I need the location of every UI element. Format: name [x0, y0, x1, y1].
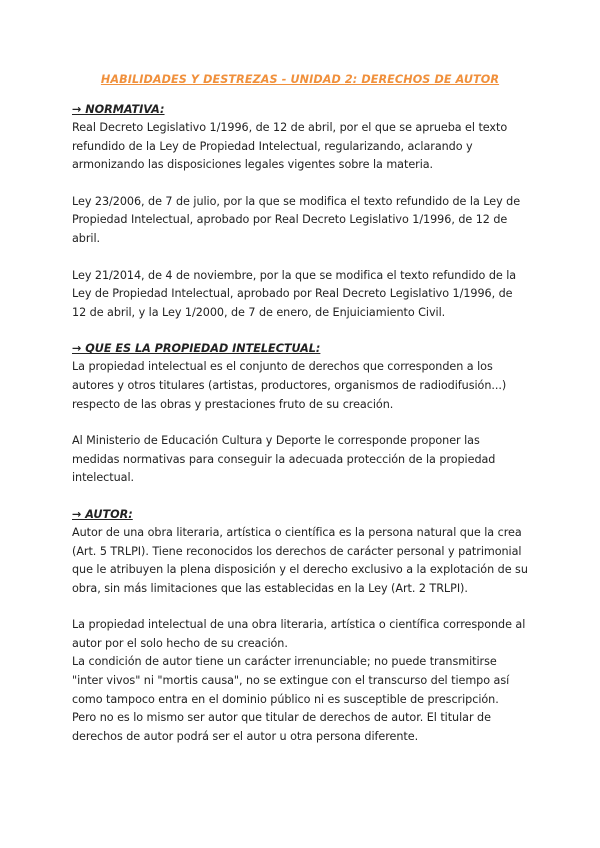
section-heading-propiedad-intelectual: → QUE ES LA PROPIEDAD INTELECTUAL:	[72, 342, 321, 356]
paragraph: Real Decreto Legislativo 1/1996, de 12 de abril, por el que se aprueba el texto refundido de la Ley de Propiedad Intelectual, regularizando, aclarando y armonizando las disposiciones legales vigentes sobre la materia.	[72, 121, 508, 172]
section-heading-autor: → AUTOR:	[72, 507, 133, 521]
section-heading-normativa: → NORMATIVA:	[72, 103, 165, 116]
document-title: HABILIDADES Y DESTREZAS - UNIDAD 2: DERECHOS DE AUTOR	[100, 73, 500, 86]
paragraph: Pero no es lo mismo ser autor que titular de derechos de autor. El titular de derechos de autor podrá ser el autor u otra persona diferente.	[72, 711, 491, 743]
paragraph: Al Ministerio de Educación Cultura y Deporte le corresponde proponer las medidas normativas para conseguir la adecuada protección de la propiedad intelectual.	[72, 434, 496, 485]
paragraph: La condición de autor tiene un carácter irrenunciable; no puede transmitirse "inter vivos" ni "mortis causa", no se extingue con el transcurso del tiempo así como tampoco entra en el dominio público ni es susceptible de prescripción.	[72, 655, 510, 706]
paragraph: Ley 21/2014, de 4 de noviembre, por la que se modifica el texto refundido de la Ley de Propiedad Intelectual, aprobado por Real Decreto Legislativo 1/1996, de 12 de abril, y la Ley 1/2000, de 7 de enero, de Enjuiciamiento Civil.	[72, 268, 517, 319]
paragraph: La propiedad intelectual de una obra literaria, artística o científica corresponde al autor por el solo hecho de su creación.	[72, 618, 526, 650]
paragraph: Autor de una obra literaria, artística o científica es la persona natural que la crea (Art. 5 TRLPI). Tiene reconocidos los derechos de carácter personal y patrimonial que le atribuyen la plena disposición y el derecho exclusivo a la explotación de su obra, sin más limitaciones que las establecidas en la Ley (Art. 2 TRLPI).	[72, 525, 528, 595]
paragraph: La propiedad intelectual es el conjunto de derechos que corresponden a los autores y otros titulares (artistas, productores, organismos de radiodifusión...) respecto de las obras y prestaciones fruto de su creación.	[72, 360, 507, 411]
section-autor	[72, 506, 528, 747]
section-propiedad-intelectual	[72, 340, 528, 488]
paragraph: Ley 23/2006, de 7 de julio, por la que se modifica el texto refundido de la Ley de Propiedad Intelectual, aprobado por Real Decreto Legislativo 1/1996, de 12 de abril.	[72, 194, 521, 245]
section-normativa	[72, 101, 528, 322]
